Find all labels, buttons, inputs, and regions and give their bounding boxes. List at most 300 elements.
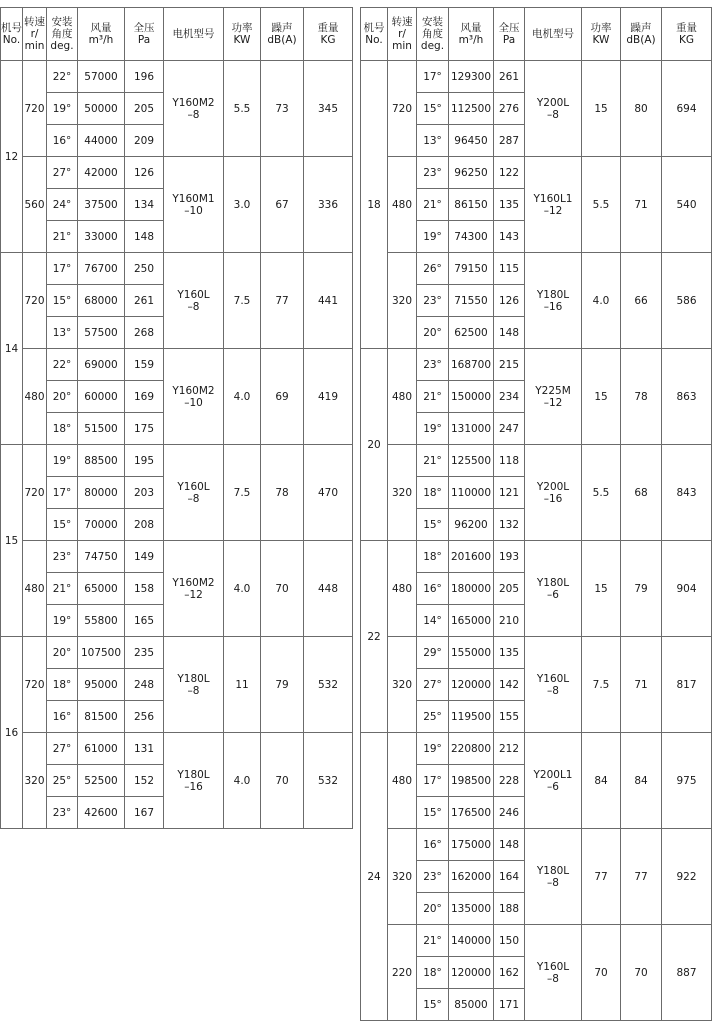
- motor-model-cell: Y200L1 –6: [525, 733, 582, 829]
- model-number-cell: 22: [361, 541, 388, 733]
- install-angle-cell: 22°: [47, 349, 78, 381]
- total-pressure-cell: 121: [494, 477, 525, 509]
- air-volume-cell: 76700: [78, 253, 125, 285]
- air-volume-cell: 198500: [449, 765, 494, 797]
- air-volume-cell: 74750: [78, 541, 125, 573]
- air-volume-cell: 74300: [449, 221, 494, 253]
- air-volume-cell: 71550: [449, 285, 494, 317]
- total-pressure-cell: 135: [494, 189, 525, 221]
- air-volume-cell: 33000: [78, 221, 125, 253]
- install-angle-cell: 23°: [47, 541, 78, 573]
- install-angle-cell: 19°: [417, 413, 449, 445]
- air-volume-cell: 180000: [449, 573, 494, 605]
- air-volume-cell: 112500: [449, 93, 494, 125]
- power-cell: 3.0: [224, 157, 261, 253]
- install-angle-cell: 19°: [417, 221, 449, 253]
- air-volume-cell: 201600: [449, 541, 494, 573]
- total-pressure-cell: 152: [125, 765, 164, 797]
- table-row: [361, 541, 712, 573]
- motor-model-cell: Y200L –16: [525, 445, 582, 541]
- power-cell: 4.0: [224, 733, 261, 829]
- header-noise: 躁声 dB(A): [621, 8, 662, 61]
- noise-cell: 68: [621, 445, 662, 541]
- weight-cell: 904: [662, 541, 712, 637]
- air-volume-cell: 42600: [78, 797, 125, 829]
- air-volume-cell: 96450: [449, 125, 494, 157]
- total-pressure-cell: 287: [494, 125, 525, 157]
- install-angle-cell: 27°: [417, 669, 449, 701]
- noise-cell: 79: [621, 541, 662, 637]
- install-angle-cell: 20°: [417, 317, 449, 349]
- install-angle-cell: 26°: [417, 253, 449, 285]
- motor-model-cell: Y180L –8: [525, 829, 582, 925]
- speed-cell: 480: [388, 157, 417, 253]
- install-angle-cell: 27°: [47, 157, 78, 189]
- table-row: [361, 61, 712, 93]
- header-weight: 重量 KG: [662, 8, 712, 61]
- air-volume-cell: 168700: [449, 349, 494, 381]
- model-number-cell: 18: [361, 61, 388, 349]
- total-pressure-cell: 248: [125, 669, 164, 701]
- total-pressure-cell: 169: [125, 381, 164, 413]
- table-body: [1, 61, 353, 829]
- speed-cell: 720: [23, 61, 47, 157]
- install-angle-cell: 17°: [47, 253, 78, 285]
- air-volume-cell: 37500: [78, 189, 125, 221]
- motor-model-cell: Y160M1 –10: [164, 157, 224, 253]
- total-pressure-cell: 234: [494, 381, 525, 413]
- install-angle-cell: 19°: [417, 733, 449, 765]
- speed-cell: 480: [23, 541, 47, 637]
- install-angle-cell: 21°: [417, 925, 449, 957]
- weight-cell: 843: [662, 445, 712, 541]
- air-volume-cell: 175000: [449, 829, 494, 861]
- install-angle-cell: 21°: [47, 221, 78, 253]
- total-pressure-cell: 132: [494, 509, 525, 541]
- air-volume-cell: 60000: [78, 381, 125, 413]
- install-angle-cell: 21°: [417, 445, 449, 477]
- total-pressure-cell: 167: [125, 797, 164, 829]
- air-volume-cell: 162000: [449, 861, 494, 893]
- model-number-cell: 24: [361, 733, 388, 1021]
- air-volume-cell: 69000: [78, 349, 125, 381]
- noise-cell: 78: [621, 349, 662, 445]
- header-total-pressure: 全压 Pa: [125, 8, 164, 61]
- motor-model-cell: Y180L –16: [525, 253, 582, 349]
- power-cell: 84: [582, 733, 621, 829]
- header-power: 功率 KW: [582, 8, 621, 61]
- motor-model-cell: Y160L1 –12: [525, 157, 582, 253]
- motor-model-cell: Y225M –12: [525, 349, 582, 445]
- speed-cell: 480: [23, 349, 47, 445]
- header-air-volume: 风量 m³/h: [449, 8, 494, 61]
- air-volume-cell: 140000: [449, 925, 494, 957]
- air-volume-cell: 96200: [449, 509, 494, 541]
- table-row: [1, 541, 353, 573]
- weight-cell: 470: [304, 445, 353, 541]
- total-pressure-cell: 208: [125, 509, 164, 541]
- speed-cell: 320: [388, 637, 417, 733]
- weight-cell: 448: [304, 541, 353, 637]
- table-row: [361, 925, 712, 957]
- motor-model-cell: Y160M2 –10: [164, 349, 224, 445]
- power-cell: 15: [582, 349, 621, 445]
- air-volume-cell: 86150: [449, 189, 494, 221]
- speed-cell: 320: [388, 829, 417, 925]
- table-row: [361, 253, 712, 285]
- total-pressure-cell: 158: [125, 573, 164, 605]
- total-pressure-cell: 164: [494, 861, 525, 893]
- header-model-no: 机号 No.: [1, 8, 23, 61]
- power-cell: 5.5: [582, 445, 621, 541]
- power-cell: 15: [582, 541, 621, 637]
- fan-spec-table-right: [360, 7, 712, 1021]
- power-cell: 5.5: [224, 61, 261, 157]
- air-volume-cell: 110000: [449, 477, 494, 509]
- table-row: [1, 637, 353, 669]
- air-volume-cell: 70000: [78, 509, 125, 541]
- total-pressure-cell: 276: [494, 93, 525, 125]
- motor-model-cell: Y160L –8: [164, 445, 224, 541]
- header-weight: 重量 KG: [304, 8, 353, 61]
- air-volume-cell: 131000: [449, 413, 494, 445]
- install-angle-cell: 19°: [47, 445, 78, 477]
- air-volume-cell: 57500: [78, 317, 125, 349]
- noise-cell: 69: [261, 349, 304, 445]
- table-row: [1, 733, 353, 765]
- noise-cell: 77: [621, 829, 662, 925]
- speed-cell: 560: [23, 157, 47, 253]
- total-pressure-cell: 131: [125, 733, 164, 765]
- power-cell: 70: [582, 925, 621, 1021]
- air-volume-cell: 85000: [449, 989, 494, 1021]
- speed-cell: 320: [388, 253, 417, 349]
- install-angle-cell: 25°: [47, 765, 78, 797]
- install-angle-cell: 18°: [417, 541, 449, 573]
- header-install-angle: 安装 角度 deg.: [47, 8, 78, 61]
- install-angle-cell: 20°: [47, 381, 78, 413]
- motor-model-cell: Y160M2 –12: [164, 541, 224, 637]
- air-volume-cell: 120000: [449, 957, 494, 989]
- weight-cell: 540: [662, 157, 712, 253]
- air-volume-cell: 220800: [449, 733, 494, 765]
- table-row: [361, 637, 712, 669]
- install-angle-cell: 24°: [47, 189, 78, 221]
- total-pressure-cell: 126: [125, 157, 164, 189]
- total-pressure-cell: 212: [494, 733, 525, 765]
- air-volume-cell: 176500: [449, 797, 494, 829]
- total-pressure-cell: 261: [125, 285, 164, 317]
- speed-cell: 320: [388, 445, 417, 541]
- air-volume-cell: 165000: [449, 605, 494, 637]
- weight-cell: 975: [662, 733, 712, 829]
- total-pressure-cell: 205: [125, 93, 164, 125]
- noise-cell: 71: [621, 157, 662, 253]
- noise-cell: 80: [621, 61, 662, 157]
- motor-model-cell: Y180L –6: [525, 541, 582, 637]
- noise-cell: 67: [261, 157, 304, 253]
- speed-cell: 480: [388, 733, 417, 829]
- table-row: [1, 61, 353, 93]
- weight-cell: 441: [304, 253, 353, 349]
- motor-model-cell: Y160L –8: [525, 925, 582, 1021]
- air-volume-cell: 150000: [449, 381, 494, 413]
- install-angle-cell: 15°: [417, 989, 449, 1021]
- install-angle-cell: 21°: [417, 189, 449, 221]
- air-volume-cell: 135000: [449, 893, 494, 925]
- air-volume-cell: 44000: [78, 125, 125, 157]
- total-pressure-cell: 210: [494, 605, 525, 637]
- weight-cell: 532: [304, 733, 353, 829]
- air-volume-cell: 61000: [78, 733, 125, 765]
- total-pressure-cell: 247: [494, 413, 525, 445]
- speed-cell: 720: [23, 445, 47, 541]
- table-row: [361, 445, 712, 477]
- total-pressure-cell: 143: [494, 221, 525, 253]
- air-volume-cell: 55800: [78, 605, 125, 637]
- speed-cell: 720: [23, 637, 47, 733]
- power-cell: 15: [582, 61, 621, 157]
- weight-cell: 922: [662, 829, 712, 925]
- install-angle-cell: 25°: [417, 701, 449, 733]
- air-volume-cell: 125500: [449, 445, 494, 477]
- air-volume-cell: 88500: [78, 445, 125, 477]
- install-angle-cell: 23°: [417, 349, 449, 381]
- total-pressure-cell: 196: [125, 61, 164, 93]
- total-pressure-cell: 246: [494, 797, 525, 829]
- weight-cell: 532: [304, 637, 353, 733]
- install-angle-cell: 15°: [417, 509, 449, 541]
- noise-cell: 66: [621, 253, 662, 349]
- fan-spec-table-left: [0, 7, 353, 829]
- noise-cell: 71: [621, 637, 662, 733]
- weight-cell: 887: [662, 925, 712, 1021]
- air-volume-cell: 129300: [449, 61, 494, 93]
- power-cell: 11: [224, 637, 261, 733]
- header-install-angle: 安装 角度 deg.: [417, 8, 449, 61]
- air-volume-cell: 68000: [78, 285, 125, 317]
- install-angle-cell: 19°: [47, 93, 78, 125]
- total-pressure-cell: 209: [125, 125, 164, 157]
- install-angle-cell: 15°: [47, 285, 78, 317]
- weight-cell: 817: [662, 637, 712, 733]
- weight-cell: 419: [304, 349, 353, 445]
- power-cell: 77: [582, 829, 621, 925]
- noise-cell: 70: [621, 925, 662, 1021]
- table-row: [361, 157, 712, 189]
- table-row: [1, 349, 353, 381]
- install-angle-cell: 23°: [417, 861, 449, 893]
- total-pressure-cell: 118: [494, 445, 525, 477]
- total-pressure-cell: 148: [125, 221, 164, 253]
- total-pressure-cell: 148: [494, 829, 525, 861]
- install-angle-cell: 15°: [417, 93, 449, 125]
- air-volume-cell: 120000: [449, 669, 494, 701]
- total-pressure-cell: 203: [125, 477, 164, 509]
- table-row: [1, 253, 353, 285]
- total-pressure-cell: 122: [494, 157, 525, 189]
- header-motor-model: 电机型号: [525, 8, 582, 61]
- total-pressure-cell: 235: [125, 637, 164, 669]
- power-cell: 4.0: [582, 253, 621, 349]
- table-row: [361, 349, 712, 381]
- total-pressure-cell: 126: [494, 285, 525, 317]
- install-angle-cell: 18°: [417, 957, 449, 989]
- motor-model-cell: Y160L –8: [525, 637, 582, 733]
- air-volume-cell: 51500: [78, 413, 125, 445]
- motor-model-cell: Y160L –8: [164, 253, 224, 349]
- weight-cell: 863: [662, 349, 712, 445]
- install-angle-cell: 23°: [417, 285, 449, 317]
- model-number-cell: 14: [1, 253, 23, 445]
- install-angle-cell: 17°: [417, 765, 449, 797]
- total-pressure-cell: 165: [125, 605, 164, 637]
- speed-cell: 320: [23, 733, 47, 829]
- table-row: [1, 445, 353, 477]
- model-number-cell: 20: [361, 349, 388, 541]
- install-angle-cell: 13°: [417, 125, 449, 157]
- speed-cell: 480: [388, 349, 417, 445]
- weight-cell: 345: [304, 61, 353, 157]
- install-angle-cell: 15°: [417, 797, 449, 829]
- total-pressure-cell: 205: [494, 573, 525, 605]
- speed-cell: 480: [388, 541, 417, 637]
- install-angle-cell: 18°: [47, 669, 78, 701]
- total-pressure-cell: 195: [125, 445, 164, 477]
- total-pressure-cell: 159: [125, 349, 164, 381]
- speed-cell: 720: [23, 253, 47, 349]
- install-angle-cell: 17°: [47, 477, 78, 509]
- install-angle-cell: 18°: [417, 477, 449, 509]
- table-header: [1, 8, 353, 61]
- air-volume-cell: 96250: [449, 157, 494, 189]
- total-pressure-cell: 250: [125, 253, 164, 285]
- power-cell: 7.5: [224, 445, 261, 541]
- power-cell: 4.0: [224, 541, 261, 637]
- total-pressure-cell: 134: [125, 189, 164, 221]
- install-angle-cell: 20°: [47, 637, 78, 669]
- air-volume-cell: 81500: [78, 701, 125, 733]
- weight-cell: 694: [662, 61, 712, 157]
- air-volume-cell: 95000: [78, 669, 125, 701]
- total-pressure-cell: 215: [494, 349, 525, 381]
- header-speed: 转速 r/ min: [388, 8, 417, 61]
- total-pressure-cell: 228: [494, 765, 525, 797]
- install-angle-cell: 18°: [47, 413, 78, 445]
- noise-cell: 84: [621, 733, 662, 829]
- header-air-volume: 风量 m³/h: [78, 8, 125, 61]
- model-number-cell: 15: [1, 445, 23, 637]
- motor-model-cell: Y180L –16: [164, 733, 224, 829]
- install-angle-cell: 20°: [417, 893, 449, 925]
- motor-model-cell: Y200L –8: [525, 61, 582, 157]
- header-speed: 转速 r/ min: [23, 8, 47, 61]
- table-row: [361, 733, 712, 765]
- total-pressure-cell: 115: [494, 253, 525, 285]
- noise-cell: 77: [261, 253, 304, 349]
- motor-model-cell: Y180L –8: [164, 637, 224, 733]
- total-pressure-cell: 148: [494, 317, 525, 349]
- noise-cell: 79: [261, 637, 304, 733]
- install-angle-cell: 16°: [417, 829, 449, 861]
- air-volume-cell: 79150: [449, 253, 494, 285]
- install-angle-cell: 15°: [47, 509, 78, 541]
- header-total-pressure: 全压 Pa: [494, 8, 525, 61]
- total-pressure-cell: 256: [125, 701, 164, 733]
- header-noise: 躁声 dB(A): [261, 8, 304, 61]
- total-pressure-cell: 135: [494, 637, 525, 669]
- weight-cell: 586: [662, 253, 712, 349]
- install-angle-cell: 19°: [47, 605, 78, 637]
- air-volume-cell: 52500: [78, 765, 125, 797]
- total-pressure-cell: 268: [125, 317, 164, 349]
- total-pressure-cell: 188: [494, 893, 525, 925]
- header-motor-model: 电机型号: [164, 8, 224, 61]
- total-pressure-cell: 149: [125, 541, 164, 573]
- install-angle-cell: 27°: [47, 733, 78, 765]
- air-volume-cell: 42000: [78, 157, 125, 189]
- total-pressure-cell: 150: [494, 925, 525, 957]
- air-volume-cell: 50000: [78, 93, 125, 125]
- air-volume-cell: 155000: [449, 637, 494, 669]
- air-volume-cell: 80000: [78, 477, 125, 509]
- power-cell: 7.5: [582, 637, 621, 733]
- install-angle-cell: 16°: [417, 573, 449, 605]
- noise-cell: 70: [261, 733, 304, 829]
- air-volume-cell: 57000: [78, 61, 125, 93]
- install-angle-cell: 13°: [47, 317, 78, 349]
- install-angle-cell: 14°: [417, 605, 449, 637]
- noise-cell: 73: [261, 61, 304, 157]
- total-pressure-cell: 162: [494, 957, 525, 989]
- install-angle-cell: 29°: [417, 637, 449, 669]
- air-volume-cell: 62500: [449, 317, 494, 349]
- weight-cell: 336: [304, 157, 353, 253]
- install-angle-cell: 17°: [417, 61, 449, 93]
- install-angle-cell: 16°: [47, 125, 78, 157]
- model-number-cell: 12: [1, 61, 23, 253]
- install-angle-cell: 16°: [47, 701, 78, 733]
- total-pressure-cell: 261: [494, 61, 525, 93]
- air-volume-cell: 65000: [78, 573, 125, 605]
- total-pressure-cell: 155: [494, 701, 525, 733]
- table-row: [1, 157, 353, 189]
- air-volume-cell: 107500: [78, 637, 125, 669]
- power-cell: 4.0: [224, 349, 261, 445]
- table-header: [361, 8, 712, 61]
- model-number-cell: 16: [1, 637, 23, 829]
- install-angle-cell: 23°: [47, 797, 78, 829]
- noise-cell: 78: [261, 445, 304, 541]
- total-pressure-cell: 193: [494, 541, 525, 573]
- install-angle-cell: 22°: [47, 61, 78, 93]
- install-angle-cell: 23°: [417, 157, 449, 189]
- motor-model-cell: Y160M2 –8: [164, 61, 224, 157]
- total-pressure-cell: 171: [494, 989, 525, 1021]
- speed-cell: 220: [388, 925, 417, 1021]
- install-angle-cell: 21°: [417, 381, 449, 413]
- table-body: [361, 61, 712, 1021]
- noise-cell: 70: [261, 541, 304, 637]
- header-model-no: 机号 No.: [361, 8, 388, 61]
- power-cell: 5.5: [582, 157, 621, 253]
- speed-cell: 720: [388, 61, 417, 157]
- power-cell: 7.5: [224, 253, 261, 349]
- total-pressure-cell: 175: [125, 413, 164, 445]
- header-power: 功率 KW: [224, 8, 261, 61]
- total-pressure-cell: 142: [494, 669, 525, 701]
- air-volume-cell: 119500: [449, 701, 494, 733]
